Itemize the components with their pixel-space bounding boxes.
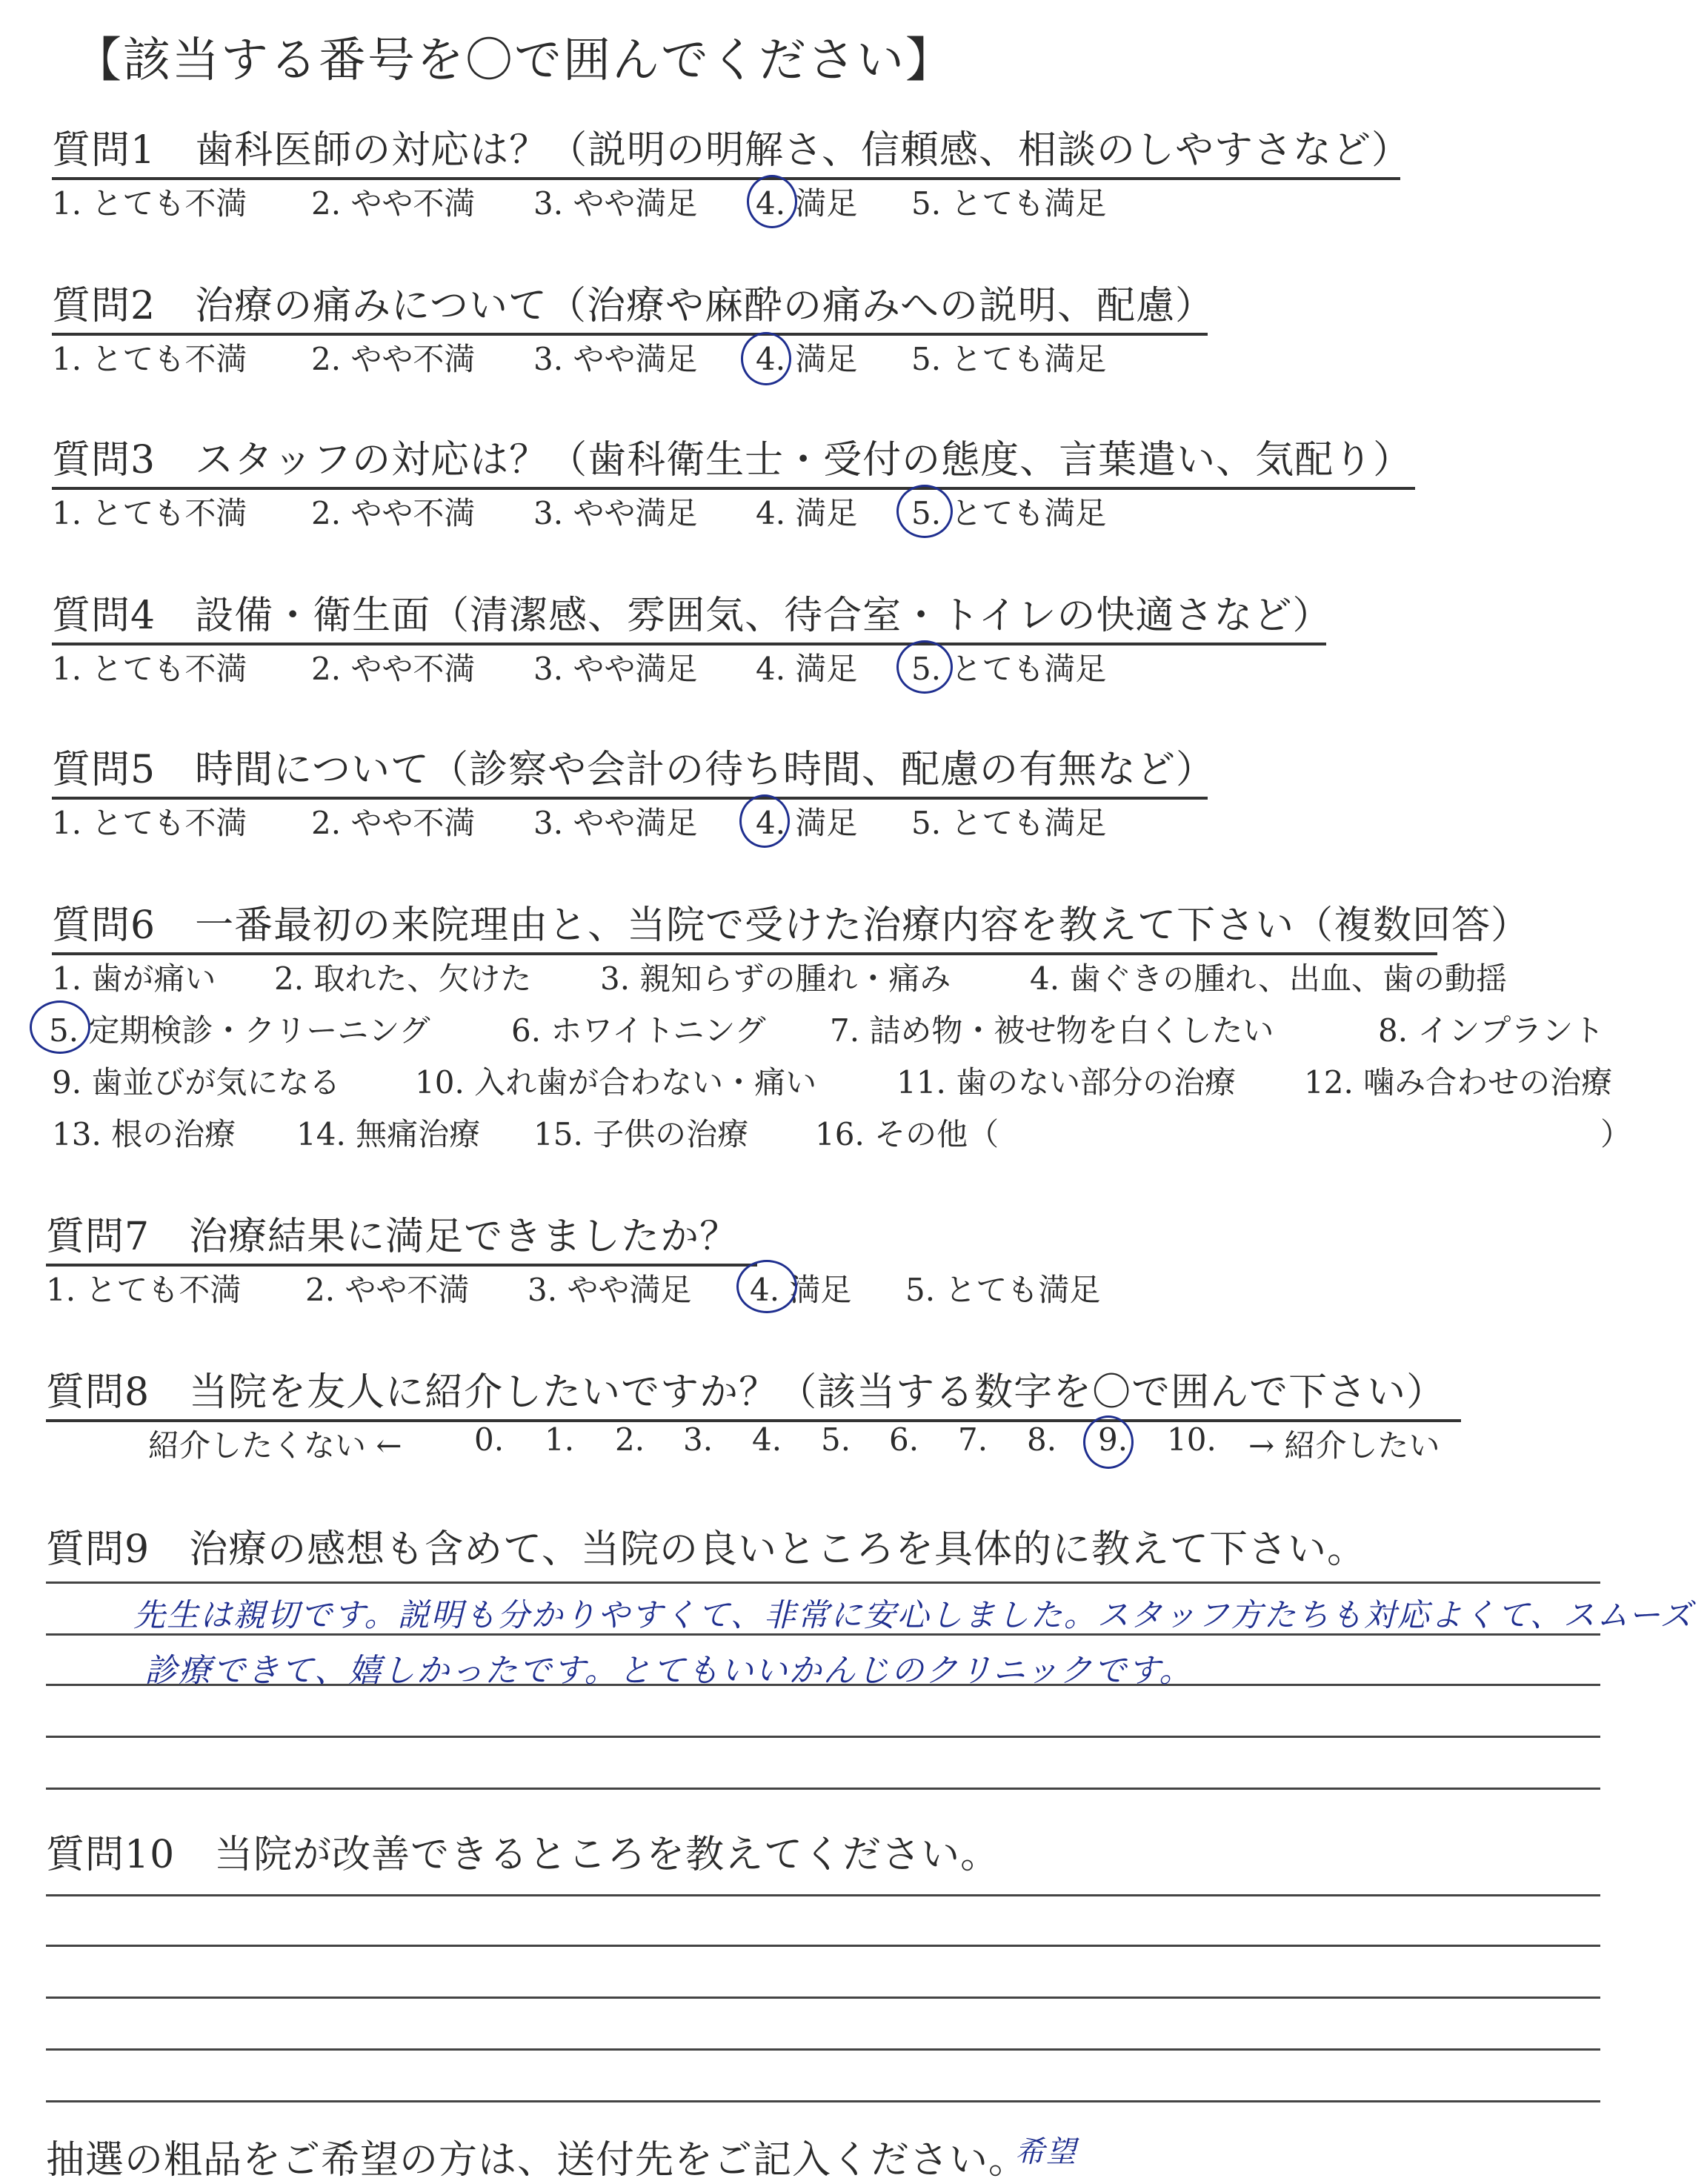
question-5-title: 質問5 時間について（診察や会計の待ち時間、配慮の有無など）: [52, 738, 1208, 800]
q8-right-label: → 紹介したい: [1248, 1427, 1440, 1464]
q8-option-10[interactable]: 10.: [1167, 1421, 1217, 1458]
q8-option-2[interactable]: 2.: [615, 1421, 645, 1458]
q8-option-8[interactable]: 8.: [1027, 1421, 1057, 1458]
q7-option-4[interactable]: 4. 満足: [750, 1272, 852, 1308]
q6-option-8[interactable]: 8. インプラント: [1378, 1012, 1605, 1049]
q6-option-11[interactable]: 11. 歯のない部分の治療: [896, 1064, 1237, 1101]
q6-option-3[interactable]: 3. 親知らずの腫れ・痛み: [600, 960, 951, 997]
question-6-title: 質問6 一番最初の来院理由と、当院で受けた治療内容を教えて下さい（複数回答）: [52, 894, 1437, 955]
q2-option-2[interactable]: 2. やや不満: [311, 341, 476, 377]
question-1-title: 質問1 歯科医師の対応は？（説明の明解さ、信頼感、相談のしやすさなど）: [52, 119, 1400, 180]
handwritten-answer-line-2[interactable]: 診療できて、嬉しかったです。とてもいいかんじのクリニックです。: [144, 1652, 1194, 1690]
question-7-options: [46, 1266, 1305, 1310]
question-10-title: 質問10 当院が改善できるところを教えてください。: [46, 1833, 1000, 1877]
q6-option-16[interactable]: 16. その他（: [815, 1116, 999, 1152]
page-title: 【該当する番号を〇で囲んでください】: [74, 33, 954, 88]
question-6-options: [49, 955, 1667, 1169]
q8-option-5[interactable]: 5.: [821, 1421, 851, 1458]
answer-line: [46, 1997, 1600, 1999]
q7-option-2[interactable]: 2. やや不満: [305, 1272, 470, 1308]
q6-option-5[interactable]: 5. 定期検診・クリーニング: [49, 1012, 430, 1049]
q7-option-1[interactable]: 1. とても不満: [46, 1272, 242, 1308]
answer-line: [46, 2100, 1600, 2102]
selection-circle: [736, 1260, 797, 1313]
q4-option-5[interactable]: 5. とても満足: [911, 651, 1107, 687]
q5-option-2[interactable]: 2. やや不満: [311, 805, 476, 841]
answer-line: [46, 1894, 1600, 1896]
question-3-title: 質問3 スタッフの対応は？（歯科衛生士・受付の態度、言葉遣い、気配り）: [52, 428, 1415, 490]
q6-option-10[interactable]: 10. 入れ歯が合わない・痛い: [415, 1064, 817, 1101]
q6-option-6[interactable]: 6. ホワイトニング: [511, 1012, 766, 1049]
q5-option-1[interactable]: 1. とても不満: [52, 805, 247, 841]
q8-option-0[interactable]: 0.: [474, 1421, 505, 1458]
q6-option-12[interactable]: 12. 噛み合わせの治療: [1304, 1064, 1613, 1101]
handwritten-answer-line-1[interactable]: 先生は親切です。説明も分かりやすくて、非常に安心しました。スタッフ方たちも対応よくて、スムーズ: [133, 1597, 1694, 1634]
question-8-scale: [148, 1421, 1482, 1466]
q4-option-3[interactable]: 3. やや満足: [533, 651, 698, 687]
q1-option-4[interactable]: 4. 満足: [756, 185, 858, 222]
q7-option-5[interactable]: 5. とても満足: [905, 1272, 1101, 1308]
question-4-title: 質問4 設備・衛生面（清潔感、雰囲気、待合室・トイレの快適さなど）: [52, 584, 1326, 645]
answer-line: [46, 1581, 1600, 1584]
q3-option-5[interactable]: 5. とても満足: [911, 495, 1107, 531]
selection-circle: [896, 485, 953, 538]
question-2-options: [52, 335, 1311, 379]
q1-option-5[interactable]: 5. とても満足: [911, 185, 1107, 222]
q6-other-close-paren: ）: [1600, 1116, 1632, 1152]
q6-option-13[interactable]: 13. 根の治療: [52, 1116, 236, 1152]
q5-option-4[interactable]: 4. 満足: [756, 805, 858, 841]
q4-option-4[interactable]: 4. 満足: [756, 651, 858, 687]
q8-option-6[interactable]: 6.: [889, 1421, 919, 1458]
q8-option-4[interactable]: 4.: [752, 1421, 782, 1458]
question-9-title: 質問9 治療の感想も含めて、当院の良いところを具体的に教えて下さい。: [46, 1527, 1367, 1572]
answer-line: [46, 1736, 1600, 1738]
footer-handwritten[interactable]: 希望: [1015, 2135, 1077, 2169]
q6-option-4[interactable]: 4. 歯ぐきの腫れ、出血、歯の動揺: [1030, 960, 1507, 997]
q1-option-3[interactable]: 3. やや満足: [533, 185, 698, 222]
q1-option-1[interactable]: 1. とても不満: [52, 185, 247, 222]
question-4-options: [52, 645, 1311, 689]
q2-option-1[interactable]: 1. とても不満: [52, 341, 247, 377]
q3-option-4[interactable]: 4. 満足: [756, 495, 858, 531]
q2-option-5[interactable]: 5. とても満足: [911, 341, 1107, 377]
q3-option-2[interactable]: 2. やや不満: [311, 495, 476, 531]
q6-option-15[interactable]: 15. 子供の治療: [533, 1116, 749, 1152]
q8-option-3[interactable]: 3.: [683, 1421, 713, 1458]
question-2-title: 質問2 治療の痛みについて（治療や麻酔の痛みへの説明、配慮）: [52, 274, 1208, 336]
selection-circle: [896, 640, 953, 694]
question-3-options: [52, 489, 1311, 534]
q6-option-7[interactable]: 7. 詰め物・被せ物を白くしたい: [830, 1012, 1274, 1049]
question-8-title: 質問8 当院を友人に紹介したいですか？（該当する数字を〇で囲んで下さい）: [46, 1361, 1461, 1422]
q8-option-9[interactable]: 9.: [1098, 1421, 1128, 1458]
q6-option-9[interactable]: 9. 歯並びが気になる: [52, 1064, 341, 1101]
q8-left-label: 紹介したくない ←: [148, 1427, 402, 1464]
q7-option-3[interactable]: 3. やや満足: [528, 1272, 692, 1308]
q5-option-5[interactable]: 5. とても満足: [911, 805, 1107, 841]
q4-option-1[interactable]: 1. とても不満: [52, 651, 247, 687]
q8-option-7[interactable]: 7.: [958, 1421, 988, 1458]
q6-option-14[interactable]: 14. 無痛治療: [296, 1116, 481, 1152]
footer-prompt: 抽選の粗品をご希望の方は、送付先をご記入ください。: [46, 2138, 1028, 2183]
question-5-options: [52, 799, 1311, 843]
answer-line: [46, 1788, 1600, 1790]
q1-option-2[interactable]: 2. やや不満: [311, 185, 476, 222]
question-7-title: 質問7 治療結果に満足できましたか？: [46, 1205, 757, 1267]
q2-option-4[interactable]: 4. 満足: [756, 341, 858, 377]
q6-option-2[interactable]: 2. 取れた、欠けた: [274, 960, 532, 997]
answer-line: [46, 1945, 1600, 1947]
q3-option-1[interactable]: 1. とても不満: [52, 495, 247, 531]
answer-line: [46, 2048, 1600, 2051]
selection-circle: [1083, 1415, 1134, 1469]
q2-option-3[interactable]: 3. やや満足: [533, 341, 698, 377]
q8-option-1[interactable]: 1.: [545, 1421, 575, 1458]
q3-option-3[interactable]: 3. やや満足: [533, 495, 698, 531]
selection-circle: [30, 1000, 90, 1054]
q5-option-3[interactable]: 3. やや満足: [533, 805, 698, 841]
q6-option-1[interactable]: 1. 歯が痛い: [52, 960, 216, 997]
selection-circle: [747, 175, 797, 228]
selection-circle: [739, 794, 790, 848]
q4-option-2[interactable]: 2. やや不満: [311, 651, 476, 687]
selection-circle: [741, 332, 791, 385]
question-1-options: [52, 179, 1311, 224]
